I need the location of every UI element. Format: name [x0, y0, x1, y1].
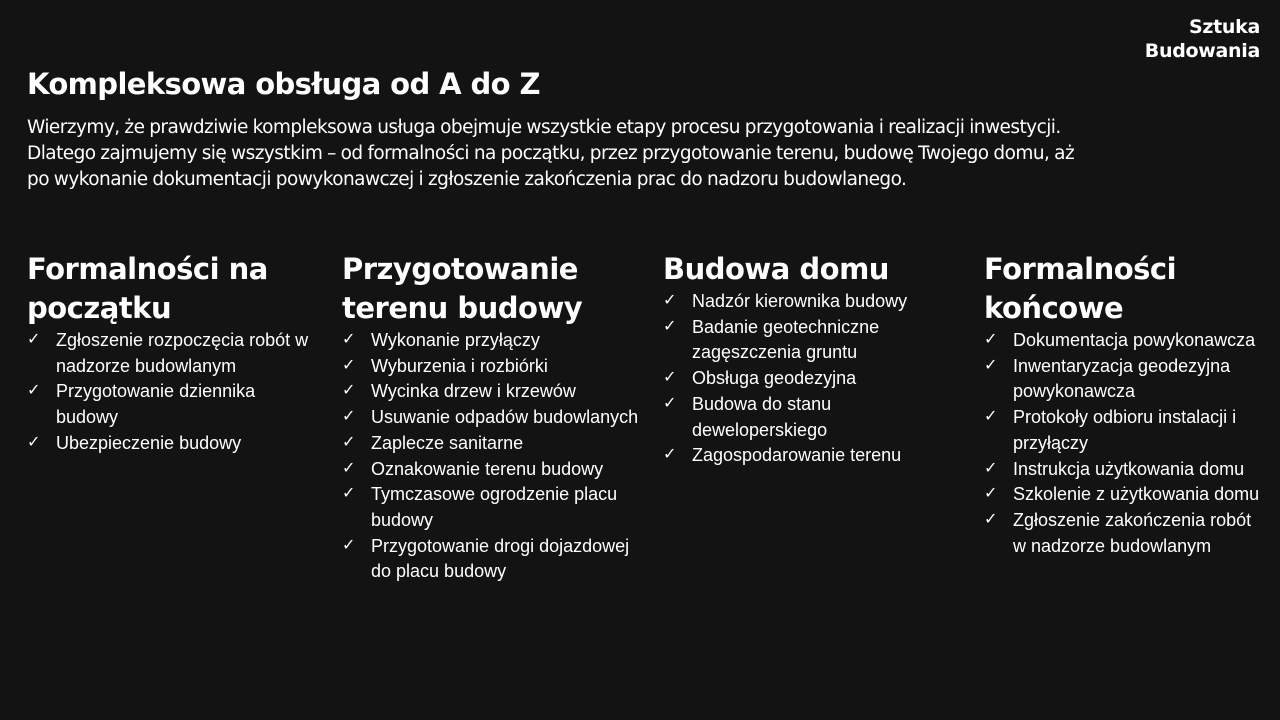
checkmark-icon: ✓	[984, 354, 998, 374]
checkmark-icon: ✓	[342, 354, 356, 374]
list-item	[27, 328, 317, 379]
column-formalities-final	[984, 250, 1264, 559]
column-heading: Formalności na początku	[27, 252, 268, 325]
list-item	[984, 482, 1264, 508]
list-item	[342, 431, 642, 457]
checkmark-icon: ✓	[27, 329, 41, 348]
checklist	[342, 328, 642, 585]
list-item-text: Usuwanie odpadów budowlanych	[371, 407, 639, 428]
checkmark-icon: ✓	[663, 444, 677, 464]
list-item	[984, 457, 1264, 483]
list-item	[342, 328, 642, 354]
list-item-text: Zaplecze sanitarne	[371, 432, 524, 453]
checkmark-icon: ✓	[342, 406, 356, 426]
brand-logo-text	[1145, 15, 1260, 63]
list-item	[27, 379, 317, 430]
list-item-text: Protokoły odbioru instalacji i przyłączy	[1013, 407, 1237, 453]
list-item	[342, 354, 642, 380]
checkmark-icon: ✓	[663, 315, 677, 335]
checkmark-icon: ✓	[663, 392, 677, 412]
checkmark-icon: ✓	[984, 329, 998, 348]
column-formalities-start	[27, 250, 317, 457]
list-item-text: Przygotowanie dziennika budowy	[56, 381, 256, 428]
column-house-construction	[663, 250, 963, 469]
checklist	[27, 328, 317, 457]
checkmark-icon: ✓	[342, 483, 356, 503]
list-item-text: Obsługa geodezyjna	[692, 368, 857, 389]
list-item-text: Oznakowanie terenu budowy	[371, 458, 604, 479]
checkmark-icon: ✓	[984, 457, 998, 477]
list-item-text: Dokumentacja powykonawcza	[1013, 330, 1256, 350]
brand-line-2: Budowania	[1144, 40, 1260, 62]
checklist	[984, 328, 1264, 559]
brand-line-1: Sztuka	[1188, 16, 1260, 38]
list-item	[342, 534, 642, 585]
list-item	[342, 379, 642, 405]
list-item-text: Budowa do stanu deweloperskiego	[692, 393, 832, 440]
list-item	[342, 457, 642, 483]
column-heading: Formalności końcowe	[984, 252, 1177, 325]
list-item-text: Badanie geotechniczne zagęszczenia gruntu	[692, 316, 880, 363]
list-item	[342, 482, 642, 533]
checkmark-icon: ✓	[663, 367, 677, 387]
list-item	[984, 354, 1264, 405]
list-item-text: Ubezpieczenie budowy	[56, 432, 242, 453]
list-item	[663, 392, 963, 443]
checkmark-icon: ✓	[27, 380, 41, 400]
list-item	[984, 328, 1264, 354]
column-heading: Budowa domu	[663, 252, 889, 286]
list-item	[984, 508, 1264, 559]
checkmark-icon: ✓	[663, 290, 677, 309]
intro-paragraph: Wierzymy, że prawdziwie kompleksowa usługa obejmuje wszystkie etapy procesu przygotowania i realizacji inwestycji. Dlatego zajmujemy się wszystkim – od formalności na początku, przez przygotowanie terenu, budowę Twojego domu, aż po wykonanie dokumentacji powykonawczej i zgłoszenie zakończenia prac do nadzoru budowlanego.	[27, 117, 1075, 190]
checkmark-icon: ✓	[984, 508, 998, 528]
list-item-text: Przygotowanie drogi dojazdowej do placu budowy	[371, 535, 630, 582]
list-item-text: Tymczasowe ogrodzenie placu budowy	[371, 484, 618, 530]
list-item-text: Inwentaryzacja geodezyjna powykonawcza	[1013, 355, 1231, 402]
page-title: Kompleksowa obsługa od A do Z	[27, 67, 540, 101]
list-item-text: Wykonanie przyłączy	[371, 330, 540, 350]
list-item-text: Wycinka drzew i krzewów	[371, 381, 576, 402]
checkmark-icon: ✓	[984, 406, 998, 426]
list-item	[663, 289, 963, 315]
checkmark-icon: ✓	[342, 431, 356, 451]
checkmark-icon: ✓	[342, 380, 356, 400]
checklist	[663, 289, 963, 469]
checkmark-icon: ✓	[27, 431, 41, 451]
checkmark-icon: ✓	[342, 329, 356, 348]
list-item	[984, 405, 1264, 456]
list-item	[663, 315, 963, 366]
list-item-text: Szkolenie z użytkowania domu	[1013, 484, 1260, 505]
list-item-text: Zgłoszenie rozpoczęcia robót w nadzorze budowlanym	[56, 330, 309, 376]
list-item-text: Wyburzenia i rozbiórki	[371, 355, 548, 376]
list-item	[663, 366, 963, 392]
list-item-text: Instrukcja użytkowania domu	[1013, 458, 1245, 479]
column-heading: Przygotowanie terenu budowy	[342, 252, 583, 325]
list-item	[342, 405, 642, 431]
column-site-preparation	[342, 250, 642, 585]
list-item-text: Zgłoszenie zakończenia robót w nadzorze budowlanym	[1013, 509, 1252, 556]
checkmark-icon: ✓	[342, 534, 356, 554]
list-item	[27, 431, 317, 457]
list-item-text: Nadzór kierownika budowy	[692, 291, 908, 311]
checkmark-icon: ✓	[342, 457, 356, 477]
list-item	[663, 443, 963, 469]
checkmark-icon: ✓	[984, 483, 998, 503]
list-item-text: Zagospodarowanie terenu	[692, 445, 902, 466]
